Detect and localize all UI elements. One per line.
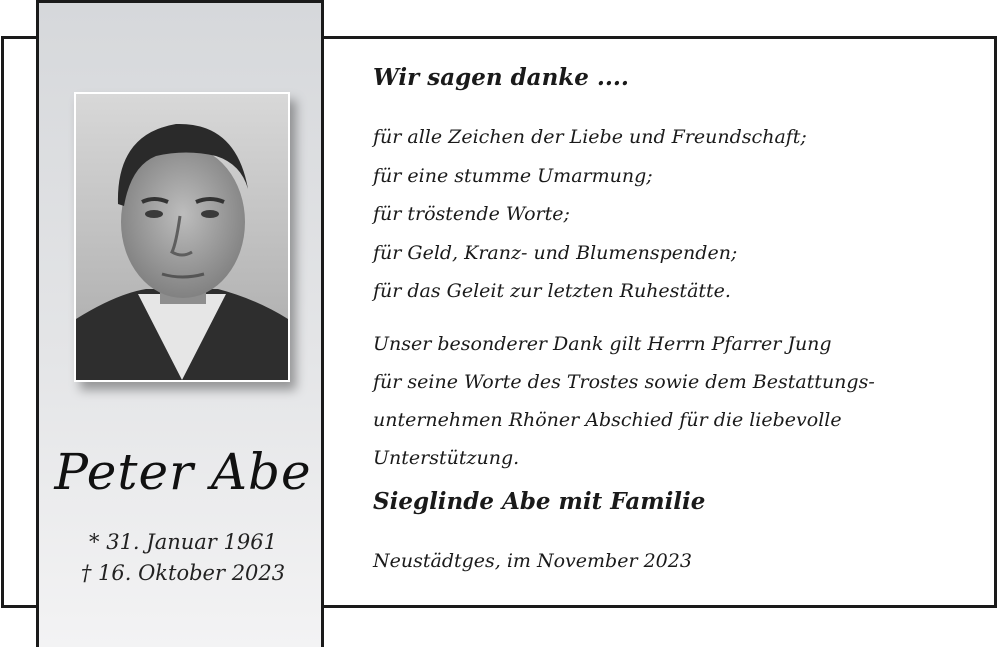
special-thanks-line: Unser besonderer Dank gilt Herrn Pfarrer Jung bbox=[373, 333, 832, 355]
portrait-photo bbox=[74, 92, 290, 382]
signature: Sieglinde Abe mit Familie bbox=[373, 488, 706, 515]
message-heading: Wir sagen danke .... bbox=[373, 64, 629, 91]
place-and-date: Neustädtges, im November 2023 bbox=[373, 550, 692, 572]
special-thanks-paragraph bbox=[373, 325, 875, 477]
thanks-line: für tröstende Worte; bbox=[373, 203, 570, 225]
death-date: † 16. Oktober 2023 bbox=[80, 561, 286, 585]
life-dates bbox=[39, 527, 327, 589]
thanks-list bbox=[373, 118, 807, 311]
special-thanks-line: Unterstützung. bbox=[373, 447, 520, 469]
portrait-illustration bbox=[76, 94, 288, 380]
special-thanks-line: für seine Worte des Trostes sowie dem Bestattungs- bbox=[373, 371, 875, 393]
special-thanks-line: unternehmen Rhöner Abschied für die liebevolle bbox=[373, 409, 842, 431]
thanks-line: für eine stumme Umarmung; bbox=[373, 164, 653, 187]
thanks-line: für Geld, Kranz- und Blumenspenden; bbox=[373, 241, 738, 264]
birth-date: * 31. Januar 1961 bbox=[89, 530, 277, 554]
deceased-name: Peter Abe bbox=[54, 443, 312, 501]
memorial-side-panel bbox=[36, 0, 324, 647]
thanks-line: für das Geleit zur letzten Ruhestätte. bbox=[373, 280, 731, 302]
thanks-line: für alle Zeichen der Liebe und Freundschaft; bbox=[373, 126, 807, 148]
